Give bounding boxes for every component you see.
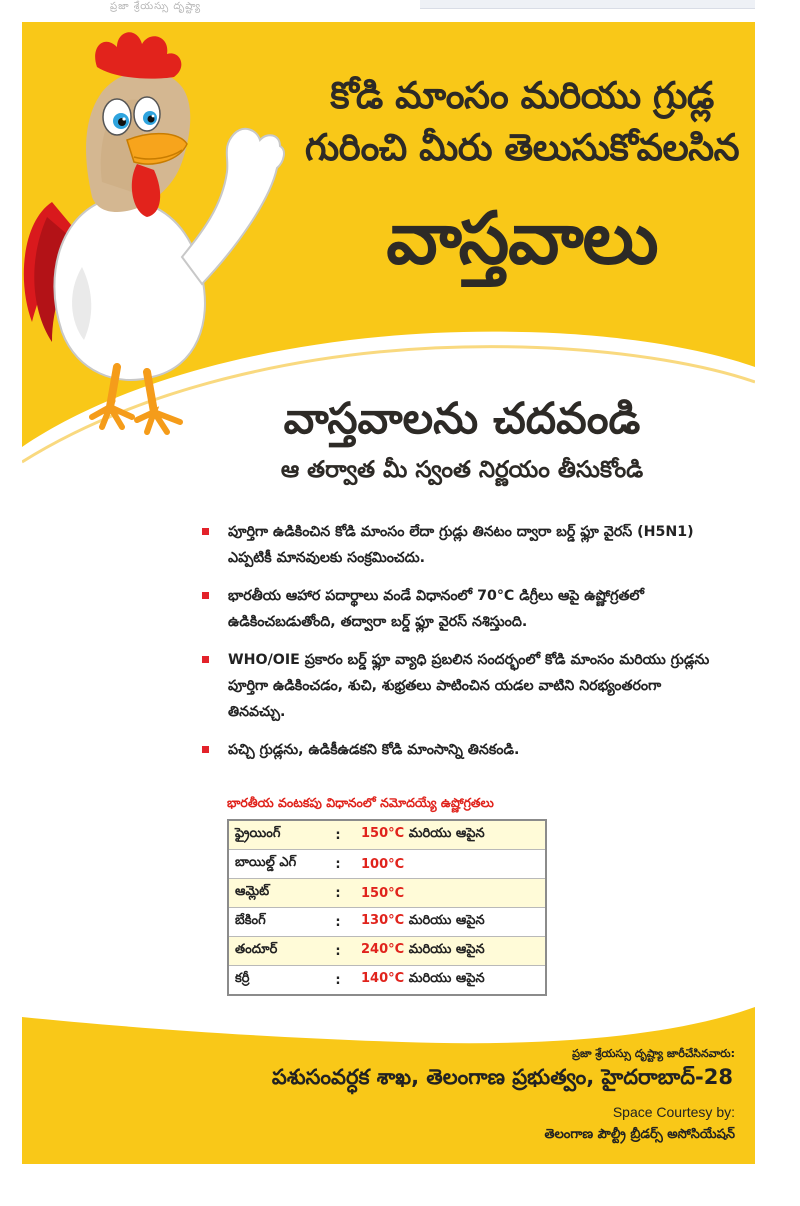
- temperature-cell: [355, 908, 546, 937]
- table-row: [228, 879, 546, 908]
- table-row: [228, 966, 546, 996]
- table-row: [228, 820, 546, 850]
- separator: :: [321, 908, 355, 937]
- cooking-method: తందూర్: [228, 937, 321, 966]
- top-fragment-text: ప్రజా శ్రేయస్సు దృష్ట్యా: [110, 1, 202, 12]
- cooking-method: ఫ్రైయింగ్: [228, 820, 321, 850]
- temperature-value: 100°C: [361, 856, 405, 872]
- table-row: [228, 937, 546, 966]
- table-caption: భారతీయ వంటకపు విధానంలో నమోదయ్యే ఉష్ణోగ్రతలు: [227, 795, 494, 810]
- fact-item: [200, 737, 715, 763]
- temperature-note: మరియు ఆపైన: [408, 913, 485, 928]
- temperature-cell: [355, 820, 546, 850]
- red-square-bullet-icon: [202, 592, 209, 599]
- temperature-note: మరియు ఆపైన: [408, 971, 485, 986]
- facts-list: [200, 519, 715, 775]
- temperature-cell: [355, 937, 546, 966]
- courtesy-label: Space Courtesy by:: [612, 1104, 735, 1120]
- headline-line-1: కోడి మాంసం మరియు గ్రుడ్ల: [330, 74, 714, 117]
- fact-item: [200, 583, 715, 635]
- intro-subtitle: ఆ తర్వాత మీ స్వంత నిర్ణయం తీసుకోండి: [280, 457, 644, 483]
- fact-text: భారతీయ ఆహార పదార్థాలు వండే విధానంలో 70°C డిగ్రీలు ఆపై ఉష్ణోగ్రతలో ఉడికించబడుతోంది, తద్వారా బర్డ్ ఫ్లూ వైరస్ నశిస్తుంది.: [228, 588, 644, 630]
- fact-item: [200, 519, 715, 571]
- fact-text: పచ్చి గ్రుడ్లను, ఉడికీఉడకని కోడి మాంసాన్ని తినకండి.: [228, 742, 520, 758]
- cooking-method: బేకింగ్: [228, 908, 321, 937]
- temperature-table: [227, 819, 547, 996]
- rooster-mascot-icon: [22, 22, 302, 442]
- table-row: [228, 908, 546, 937]
- fact-text: పూర్తిగా ఉడికించిన కోడి మాంసం లేదా గ్రుడ్లు తినటం ద్వారా బర్డ్ ఫ్లూ వైరస్ (H5N1) ఎప్పటికీ మానవులకు సంక్రమించదు.: [228, 524, 694, 566]
- temperature-value: 130°C: [361, 913, 405, 928]
- separator: :: [321, 879, 355, 908]
- temperature-value: 150°C: [361, 885, 405, 901]
- temperature-note: మరియు ఆపైన: [408, 942, 485, 957]
- top-bar: [420, 0, 755, 9]
- poster: [22, 22, 755, 1164]
- red-square-bullet-icon: [202, 528, 209, 535]
- cooking-method: కర్రీ: [228, 966, 321, 996]
- fact-item: [200, 647, 715, 725]
- intro-title: వాస్తవాలను చదవండి: [283, 394, 641, 444]
- headline-line-2: గురించి మీరు తెలుసుకోవలసిన: [304, 126, 740, 169]
- temperature-value: 240°C: [361, 942, 405, 957]
- temperature-value: 150°C: [361, 826, 405, 841]
- department-name: పశుసంవర్ధక శాఖ, తెలంగాణ ప్రభుత్వం, హైదరాబాద్-28: [271, 1065, 733, 1089]
- top-strip: [0, 0, 800, 18]
- association-name: తెలంగాణ పౌల్ట్రీ బ్రీడర్స్ అసోసియేషన్: [544, 1127, 735, 1142]
- red-square-bullet-icon: [202, 656, 209, 663]
- temperature-cell: [355, 966, 546, 996]
- table-row: [228, 850, 546, 879]
- temperature-note: మరియు ఆపైన: [408, 826, 485, 841]
- red-square-bullet-icon: [202, 746, 209, 753]
- temperature-cell: [355, 879, 546, 908]
- separator: :: [321, 850, 355, 879]
- separator: :: [321, 966, 355, 996]
- fact-text: WHO/OIE ప్రకారం బర్డ్ ఫ్లూ వ్యాధి ప్రబలిన సందర్భంలో కోడి మాంసం మరియు గ్రుడ్లను పూర్తిగా ఉడికించడం, శుచి, శుభ్రతలు పాటించిన యడల వాటిని నిరభ్యంతరంగా తినవచ్చు.: [228, 652, 710, 720]
- headline-main: వాస్తవాలు: [386, 196, 658, 280]
- issued-by-label: ప్రజా శ్రేయస్సు దృష్ట్యా జారీచేసినవారు:: [572, 1047, 735, 1060]
- separator: :: [321, 820, 355, 850]
- separator: :: [321, 937, 355, 966]
- cooking-method: బాయిల్డ్ ఎగ్: [228, 850, 321, 879]
- temperature-value: 140°C: [361, 971, 405, 986]
- temperature-cell: [355, 850, 546, 879]
- cooking-method: ఆమ్లెట్: [228, 879, 321, 908]
